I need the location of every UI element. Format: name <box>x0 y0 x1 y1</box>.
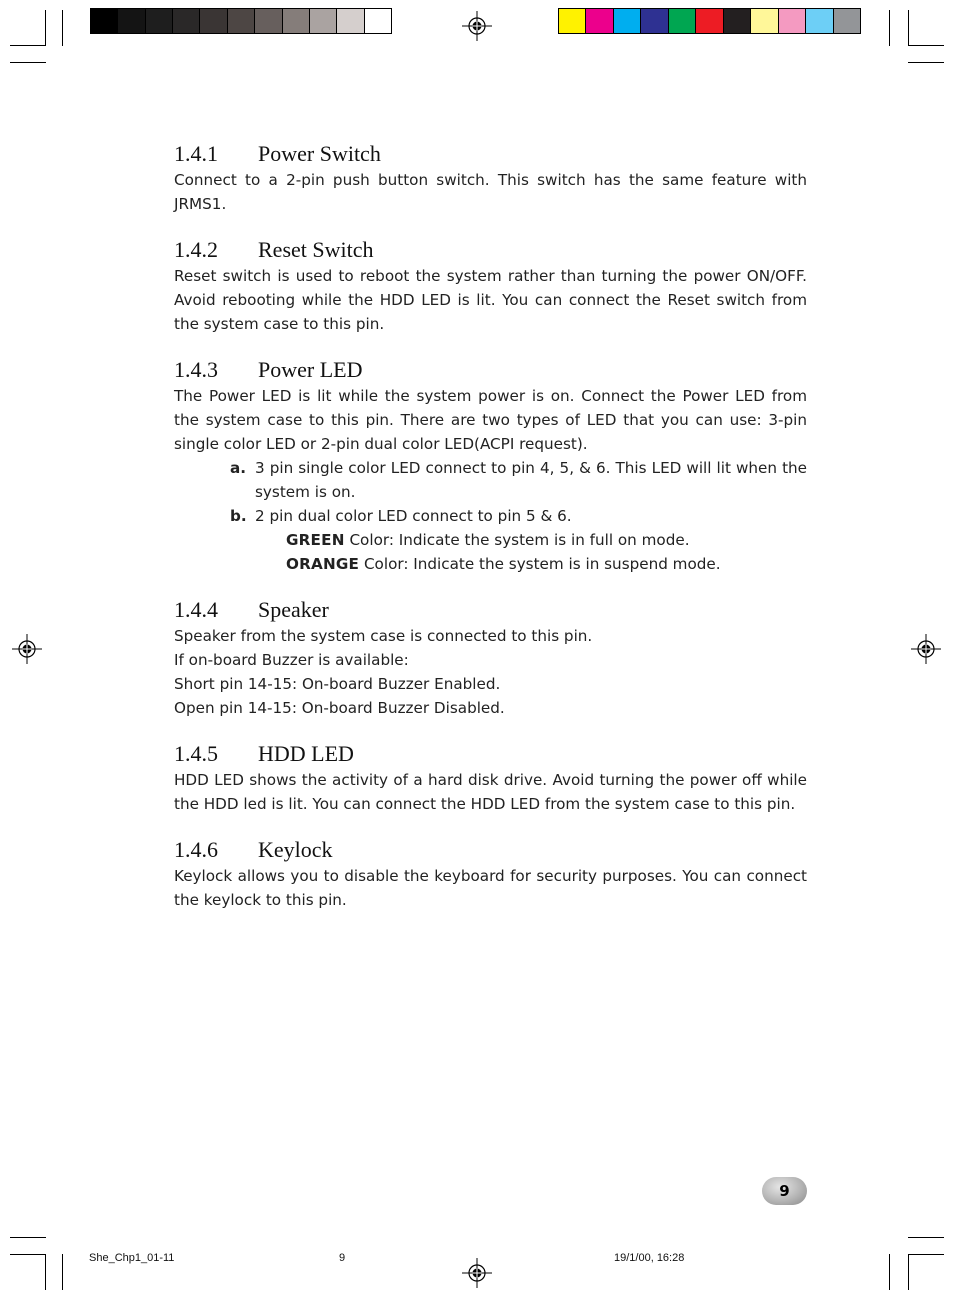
gray-swatch <box>91 9 118 33</box>
section-title: Power Switch <box>258 141 381 166</box>
color-swatch <box>806 9 833 33</box>
section-text: The Power LED is lit while the system power is on. Connect the Power LED from the system case to this pin. There are two types of LED that you can use: 3-pin single color LED or 2-pin dual color LED(ACPI request). <box>174 387 807 453</box>
section-text: Connect to a 2-pin push button switch. This switch has the same feature with JRMS1. <box>174 171 807 213</box>
section-text: HDD LED shows the activity of a hard disk drive. Avoid turning the power off while the HDD led is lit. You can connect the HDD LED from the system case to this pin. <box>174 771 807 813</box>
color-swatch <box>614 9 641 33</box>
gray-swatch <box>255 9 282 33</box>
gray-swatch <box>146 9 173 33</box>
color-swatch <box>559 9 586 33</box>
page-number-badge: 9 <box>762 1177 807 1205</box>
list-letter: b. <box>230 507 247 525</box>
color-swatch <box>834 9 860 33</box>
section-number: 1.4.3 <box>174 357 218 382</box>
section-heading <box>174 596 807 624</box>
crop-mark <box>62 10 63 46</box>
color-swatch <box>586 9 613 33</box>
section-number: 1.4.1 <box>174 141 218 166</box>
list-item <box>230 456 807 504</box>
gray-swatch <box>365 9 391 33</box>
section-title: HDD LED <box>258 741 354 766</box>
gray-swatch <box>337 9 364 33</box>
section-heading <box>174 836 807 864</box>
section-title: Reset Switch <box>258 237 374 262</box>
section-line: Short pin 14-15: On-board Buzzer Enabled. <box>174 675 501 693</box>
section-text: Reset switch is used to reboot the system rather than turning the power ON/OFF. Avoid rebooting while the HDD LED is lit. You can connect the Reset switch from the system case to this pin. <box>174 267 807 333</box>
section-keylock <box>174 836 807 912</box>
section-title: Power LED <box>258 357 363 382</box>
color-swatch <box>641 9 668 33</box>
grayscale-color-bar <box>90 8 392 34</box>
led-color-name: ORANGE <box>286 555 360 573</box>
crop-mark <box>908 1254 944 1255</box>
color-swatch <box>751 9 778 33</box>
gray-swatch <box>118 9 145 33</box>
led-color-green <box>286 528 807 552</box>
list-letter: a. <box>230 459 247 477</box>
crop-mark <box>908 45 944 46</box>
section-speaker <box>174 596 807 720</box>
section-number: 1.4.6 <box>174 837 218 862</box>
crop-mark <box>10 1254 46 1255</box>
gray-swatch <box>228 9 255 33</box>
color-swatch <box>669 9 696 33</box>
crop-mark <box>45 1254 46 1290</box>
crop-mark <box>908 1254 909 1290</box>
crop-mark <box>908 62 944 63</box>
gray-swatch <box>173 9 200 33</box>
section-line: Speaker from the system case is connected to this pin. <box>174 627 593 645</box>
section-number: 1.4.2 <box>174 237 218 262</box>
registration-mark-icon <box>462 11 492 41</box>
footer-filename: She_Chp1_01-11 <box>89 1252 175 1264</box>
list-text: 2 pin dual color LED connect to pin 5 & 6. <box>255 507 572 525</box>
led-color-text: Color: Indicate the system is in full on mode. <box>344 531 690 549</box>
section-number: 1.4.5 <box>174 741 218 766</box>
footer-timestamp: 19/1/00, 16:28 <box>614 1252 685 1264</box>
section-title: Speaker <box>258 597 329 622</box>
registration-mark-icon <box>911 634 941 664</box>
color-swatch <box>696 9 723 33</box>
section-line: Open pin 14-15: On-board Buzzer Disabled. <box>174 699 505 717</box>
crop-mark <box>889 10 890 46</box>
section-reset-switch <box>174 236 807 336</box>
registration-mark-icon <box>12 634 42 664</box>
section-heading <box>174 740 807 768</box>
section-heading <box>174 140 807 168</box>
section-hdd-led <box>174 740 807 816</box>
section-text: Keylock allows you to disable the keyboard for security purposes. You can connect the keylock to this pin. <box>174 867 807 909</box>
list-text: 3 pin single color LED connect to pin 4, 5, & 6. This LED will lit when the system is on. <box>255 459 807 501</box>
document-body <box>174 140 807 932</box>
section-power-led <box>174 356 807 576</box>
section-number: 1.4.4 <box>174 597 218 622</box>
crop-mark <box>10 45 46 46</box>
section-power-switch <box>174 140 807 216</box>
led-color-orange <box>286 552 807 576</box>
gray-swatch <box>283 9 310 33</box>
crop-mark <box>45 10 46 46</box>
footer-page: 9 <box>339 1252 346 1264</box>
section-heading <box>174 236 807 264</box>
crop-mark <box>889 1254 890 1290</box>
crop-mark <box>908 1237 944 1238</box>
led-color-text: Color: Indicate the system is in suspend mode. <box>359 555 721 573</box>
section-title: Keylock <box>258 837 333 862</box>
led-color-name: GREEN <box>286 531 345 549</box>
gray-swatch <box>310 9 337 33</box>
process-color-bar <box>558 8 861 34</box>
color-swatch <box>724 9 751 33</box>
gray-swatch <box>200 9 227 33</box>
section-line: If on-board Buzzer is available: <box>174 651 409 669</box>
color-swatch <box>779 9 806 33</box>
section-heading <box>174 356 807 384</box>
crop-mark <box>10 62 46 63</box>
crop-mark <box>908 10 909 46</box>
crop-mark <box>62 1254 63 1290</box>
crop-mark <box>10 1237 46 1238</box>
list-item <box>230 504 807 528</box>
registration-mark-icon <box>462 1258 492 1288</box>
